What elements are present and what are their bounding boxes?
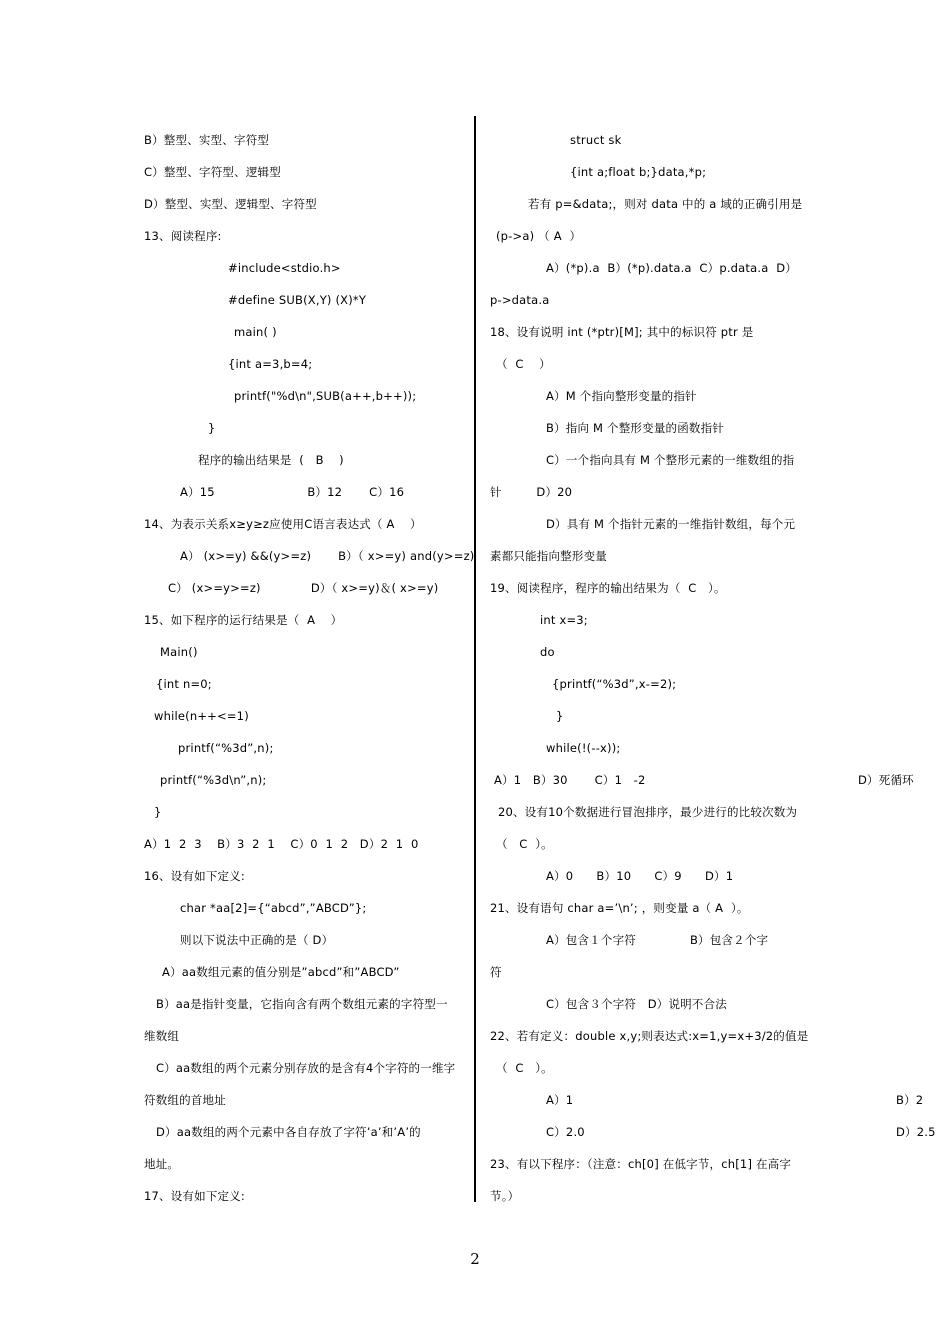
options-line: C）包含３个字符 D）说明不合法 — [546, 997, 727, 1011]
options-line: A）包含１个字符 B）包含２个字 — [546, 933, 769, 947]
text-line: C）aa数组的两个元素分别存放的是含有4个字符的一维字 — [156, 1061, 456, 1075]
code-line: do — [540, 645, 555, 659]
options-line: A） (x>=y) &&(y>=z) B）（ x>=y) and(y>=z) — [180, 549, 475, 563]
text-line: （ C ）。 — [496, 1061, 553, 1075]
text-line: 符 — [490, 965, 502, 979]
option-c: C）2.0 — [546, 1125, 585, 1139]
question-16: 16、设有如下定义: — [144, 869, 246, 883]
text-line: 维数组 — [144, 1029, 180, 1043]
question-22: 22、若有定义：double x,y;则表达式:x=1,y=x+3/2的值是 — [490, 1029, 809, 1043]
question-18: 18、设有说明 int (*ptr)[M]; 其中的标识符 ptr 是 — [490, 325, 754, 339]
text-line: 程序的输出结果是 ( B ) — [198, 453, 344, 467]
code-line: printf("%d\n",SUB(a++,b++)); — [234, 389, 417, 403]
options-line: A）M 个指向整形变量的指针 — [546, 389, 697, 403]
question-19: 19、阅读程序，程序的输出结果为（ C ）。 — [490, 581, 726, 595]
text-line: 若有 p=&data;，则对 data 中的 a 域的正确引用是 — [528, 197, 803, 211]
text-line: D）aa数组的两个元素中各自存放了字符’a’和’A’的 — [156, 1125, 421, 1139]
code-line: {int a;float b;}data,*p; — [570, 165, 707, 179]
code-line: struct sk — [570, 133, 622, 147]
text-line: 针 D）20 — [490, 485, 573, 499]
text-line: p->data.a — [490, 293, 550, 307]
text-line: （ C ） — [496, 357, 551, 371]
option-a: A）1 — [546, 1093, 574, 1107]
question-14: 14、为表示关系x≥y≥z应使用C语言表达式（ A ） — [144, 517, 422, 531]
code-line: {printf(“%3d”,x-=2); — [552, 677, 677, 691]
options-line: B）指向 M 个整形变量的函数指针 — [546, 421, 725, 435]
text-line: 节。） — [490, 1189, 520, 1203]
text-line: B）aa是指针变量，它指向含有两个数组元素的字符型一 — [156, 997, 448, 1011]
text-line: 地址。 — [144, 1157, 180, 1171]
text-line: 则以下说法中正确的是（ D） — [180, 933, 334, 947]
text-line: 符数组的首地址 — [144, 1093, 226, 1107]
text-line: (p->a) （ A ） — [496, 229, 582, 243]
options-line: A）1 B）30 C）1 -2 — [494, 773, 646, 787]
code-line: #include<stdio.h> — [228, 261, 341, 275]
question-17: 17、设有如下定义: — [144, 1189, 246, 1203]
text-line: C）整型、字符型、逻辑型 — [144, 165, 281, 179]
options-line: C）一个指向具有 M 个整形元素的一维数组的指 — [546, 453, 795, 467]
options-line: A）15 B）12 C）16 — [180, 485, 405, 499]
code-line: char *aa[2]={“abcd”,”ABCD”}; — [180, 901, 367, 915]
code-line: int x=3; — [540, 613, 588, 627]
code-line: while(!(--x)); — [546, 741, 621, 755]
option-d: D）2.5 — [896, 1125, 936, 1139]
option-d: D）死循环 — [858, 773, 914, 787]
text-line: （ C ）。 — [496, 837, 553, 851]
options-line: A）0 B）10 C）9 D）1 — [546, 869, 734, 883]
code-line: printf(“%3d\n”,n); — [160, 773, 267, 787]
text-line: 素都只能指向整形变量 — [490, 549, 607, 563]
code-line: {int n=0; — [156, 677, 212, 691]
page-number: 2 — [470, 1250, 480, 1268]
code-line: } — [154, 805, 162, 819]
text-line: D）整型、实型、逻辑型、字符型 — [144, 197, 317, 211]
column-divider — [474, 116, 476, 1202]
option-b: B）2 — [896, 1093, 924, 1107]
code-line: Main() — [160, 645, 198, 659]
question-13: 13、阅读程序: — [144, 229, 222, 243]
code-line: } — [208, 421, 216, 435]
options-line: C） (x>=y>=z) D）（ x>=y)＆( x>=y) — [168, 581, 439, 595]
text-line: B）整型、实型、字符型 — [144, 133, 270, 147]
text-line: A）aa数组元素的值分别是”abcd”和”ABCD” — [162, 965, 400, 979]
code-line: while(n++<=1) — [154, 709, 249, 723]
code-line: } — [556, 709, 564, 723]
code-line: #define SUB(X,Y) (X)*Y — [228, 293, 367, 307]
code-line: main( ) — [234, 325, 277, 339]
question-23: 23、有以下程序：（注意：ch[0] 在低字节，ch[1] 在高字 — [490, 1157, 792, 1171]
question-20: 20、设有10个数据进行冒泡排序，最少进行的比较次数为 — [498, 805, 798, 819]
options-line: D）具有 M 个指针元素的一维指针数组，每个元 — [546, 517, 796, 531]
options-line: A）1 2 3 B）3 2 1 C）0 1 2 D）2 1 0 — [144, 837, 419, 851]
options-line: A）(*p).a B）(*p).data.a C）p.data.a D） — [546, 261, 797, 275]
code-line: printf(“%3d”,n); — [178, 741, 274, 755]
question-15: 15、如下程序的运行结果是（ A ） — [144, 613, 343, 627]
question-21: 21、设有语句 char a=’\n’; ，则变量 a（ A ）。 — [490, 901, 749, 915]
code-line: {int a=3,b=4; — [228, 357, 313, 371]
